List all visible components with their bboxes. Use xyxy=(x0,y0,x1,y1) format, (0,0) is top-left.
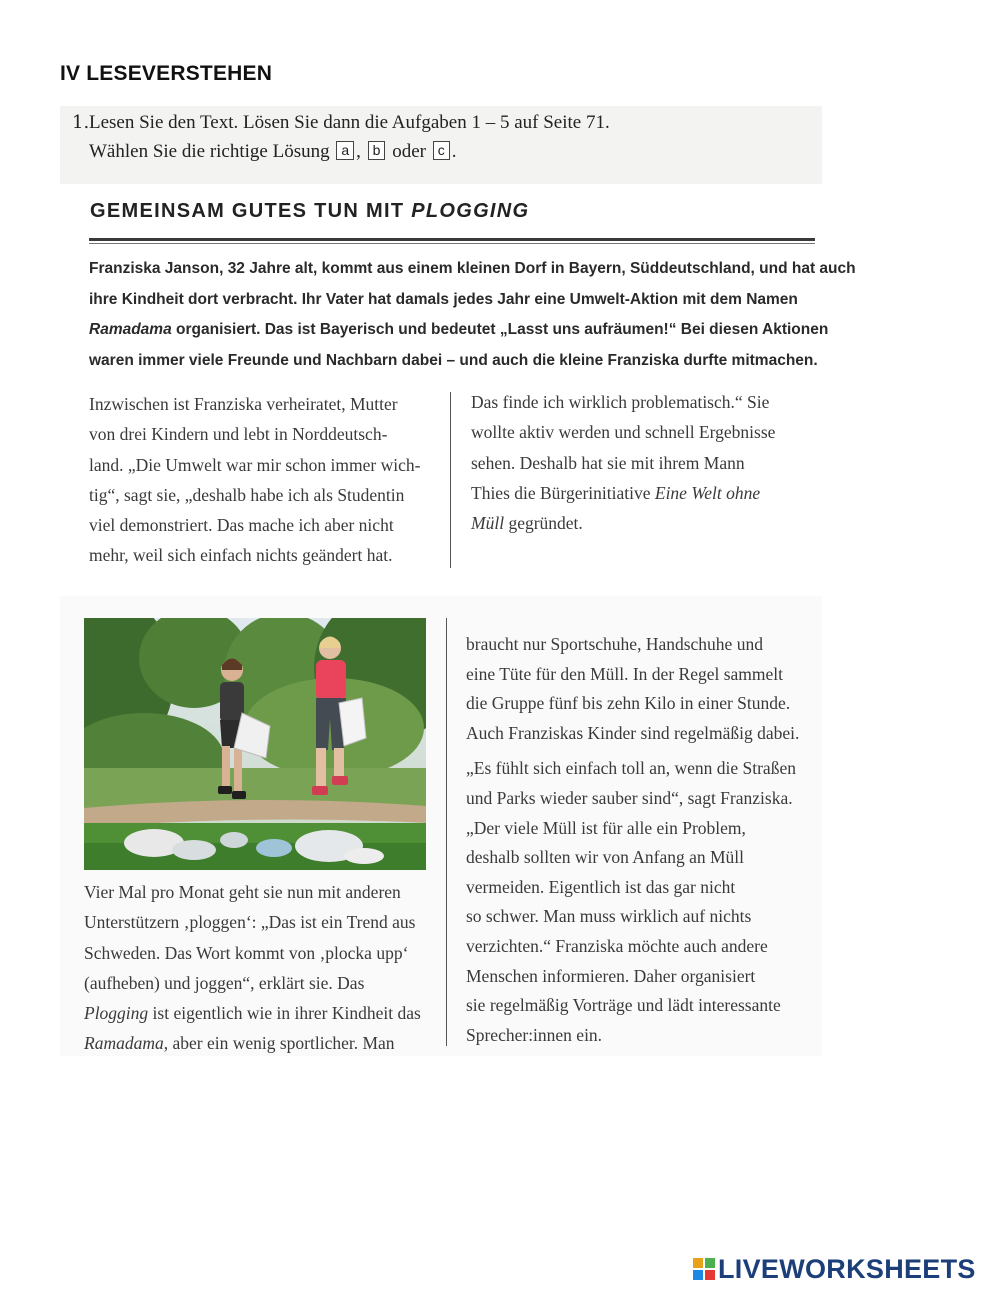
article-column-2 xyxy=(471,387,816,538)
col3-line6-text: , aber ein wenig sportlicher. Man xyxy=(163,1033,395,1054)
col4-line: und Parks wieder sauber sind“, sagt Franziska. xyxy=(466,787,793,808)
col3-line5-text: ist eigentlich wie in ihrer Kindheit das xyxy=(148,1003,421,1024)
liveworksheets-logo[interactable] xyxy=(693,1254,976,1284)
lead-line-2: ihre Kindheit dort verbracht. Ihr Vater hat damals jedes Jahr eine Umwelt-Aktion mit dem Namen xyxy=(89,290,798,308)
column-divider-lower xyxy=(446,618,447,1046)
option-box-c: c xyxy=(433,141,450,160)
col2-line: Das finde ich wirklich problematisch.“ Sie xyxy=(471,392,770,412)
headline-italic: PLOGGING xyxy=(411,200,530,222)
lead-line-3-text: organisiert. Das ist Bayerisch und bedeutet „Lasst uns aufräumen!“ Bei diesen Aktionen xyxy=(171,321,829,338)
logo-square-icon xyxy=(693,1258,703,1268)
col3-line: Vier Mal pro Monat geht sie nun mit anderen xyxy=(84,882,401,902)
logo-square-icon xyxy=(693,1270,703,1280)
col3-line: Unterstützern ‚ploggen‘: „Das ist ein Trend aus xyxy=(84,912,416,933)
article-column-4 xyxy=(466,630,816,1050)
headline-rule-thin xyxy=(89,243,815,244)
col2-line: sehen. Deshalb hat sie mit ihrem Mann xyxy=(471,452,745,473)
logo-square-icon xyxy=(705,1258,715,1268)
col3-line xyxy=(84,1028,434,1058)
col1-line: von drei Kindern und lebt in Norddeutsch- xyxy=(89,424,388,445)
article-headline xyxy=(90,200,529,223)
col1-line: viel demonstriert. Das mache ich aber nicht xyxy=(89,515,394,536)
col4-line: vermeiden. Eigentlich ist das gar nicht xyxy=(466,876,736,897)
task-instruction-line2 xyxy=(89,141,456,163)
col1-line: tig“, sagt sie, „deshalb habe ich als Studentin xyxy=(89,484,405,505)
headline-rule-thick xyxy=(89,238,815,241)
col4-line: braucht nur Sportschuhe, Handschuhe und xyxy=(466,634,763,654)
col4-line: „Es fühlt sich einfach toll an, wenn die Straßen xyxy=(466,758,796,779)
col4-line: eine Tüte für den Müll. In der Regel sammelt xyxy=(466,663,784,684)
col4-line: deshalb sollten wir von Anfang an Müll xyxy=(466,847,745,868)
section-title: IV LESEVERSTEHEN xyxy=(60,62,273,85)
col1-line: mehr, weil sich einfach nichts geändert hat. xyxy=(89,545,393,566)
col4-line: Menschen informieren. Daher organisiert xyxy=(466,965,756,986)
task-number: 1. xyxy=(72,112,90,133)
logo-text: LIVEWORKSHEETS xyxy=(718,1253,976,1284)
plogging-term: Plogging xyxy=(84,1003,149,1024)
lead-line-4: waren immer viele Freunde und Nachbarn dabei – und auch die kleine Franziska durfte mitmachen. xyxy=(89,351,818,369)
initiative-name: Eine Welt ohne xyxy=(654,482,761,503)
plogging-photo xyxy=(84,618,426,870)
column-divider-upper xyxy=(450,392,451,568)
task-instruction-text: Wählen Sie die richtige Lösung xyxy=(89,141,330,162)
col3-line: (aufheben) und joggen“, erklärt sie. Das xyxy=(84,972,365,993)
task-instruction-line1: Lesen Sie den Text. Lösen Sie dann die Aufgaben 1 – 5 auf Seite 71. xyxy=(89,112,610,133)
col4-line: so schwer. Man muss wirklich auf nichts xyxy=(466,906,752,927)
col2-line xyxy=(471,508,816,538)
col3-line: Schweden. Das Wort kommt von ‚plocka upp‘ xyxy=(84,942,409,963)
lead-ramadama: Ramadama xyxy=(89,321,172,338)
col2-line5-text: gegründet. xyxy=(504,513,583,534)
col2-line4-text: Thies die Bürgerinitiative xyxy=(471,482,655,503)
lead-line-3 xyxy=(89,315,829,346)
option-box-a: a xyxy=(336,141,354,160)
article-lead xyxy=(89,254,856,376)
col4-line: Auch Franziskas Kinder sind regelmäßig dabei. xyxy=(466,722,800,743)
col2-line: wollte aktiv werden und schnell Ergebnisse xyxy=(471,422,776,443)
col1-line: Inzwischen ist Franziska verheiratet, Mutter xyxy=(89,394,398,414)
logo-square-icon xyxy=(705,1270,715,1280)
headline-main: GEMEINSAM GUTES TUN MIT xyxy=(90,200,412,222)
option-box-b: b xyxy=(368,141,386,160)
col4-line: die Gruppe fünf bis zehn Kilo in einer Stunde. xyxy=(466,693,791,714)
article-column-3 xyxy=(84,877,434,1059)
logo-icon xyxy=(693,1258,715,1280)
col2-line xyxy=(471,478,816,508)
end-period: . xyxy=(451,141,457,162)
col4-line: Sprecher:innen ein. xyxy=(466,1024,603,1045)
separator: , xyxy=(356,141,361,162)
initiative-name-end: Müll xyxy=(471,513,505,534)
lead-line-1: Franziska Janson, 32 Jahre alt, kommt aus einem kleinen Dorf in Bayern, Süddeutschland, und hat auch xyxy=(89,260,856,277)
ramadama-term: Ramadama xyxy=(84,1033,164,1054)
col4-line: sie regelmäßig Vorträge und lädt interessante xyxy=(466,995,781,1016)
col1-line: land. „Die Umwelt war mir schon immer wich- xyxy=(89,454,421,475)
oder-word: oder xyxy=(392,141,426,162)
col4-line: verzichten.“ Franziska möchte auch andere xyxy=(466,935,768,956)
col4-line: „Der viele Müll ist für alle ein Problem, xyxy=(466,817,746,838)
article-column-1 xyxy=(89,389,434,571)
col3-line xyxy=(84,998,434,1028)
